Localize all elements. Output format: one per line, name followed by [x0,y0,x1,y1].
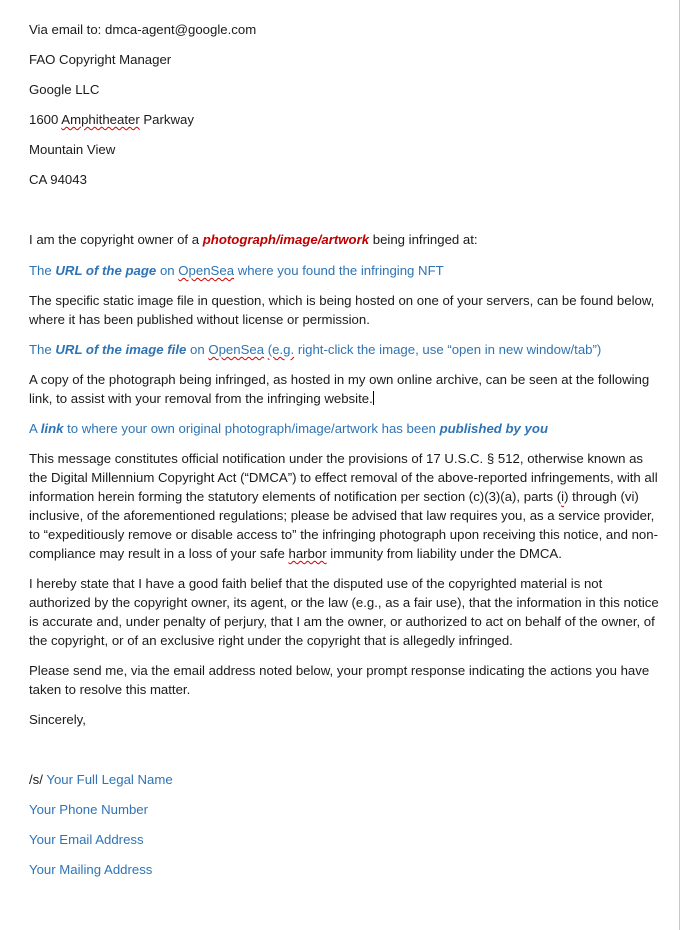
legal-part-2: ) through (vi) inclusive, of the aforementioned regulations; please be advised that law requires you, as a service provider, to “expeditiously remove or disable access to” the infringing photograph upon receiving this notice, and non-compliance may result in a loss of your safe [29,489,658,561]
good-faith-paragraph: I hereby state that I have a good faith belief that the disputed use of the copyrighted material is not authorized by the copyright owner, its agent, or the law (e.g., as a fair use), that the information in this notice is accurate and, under penalty of perjury, that I am the owner, or authorized to act on behalf of the owner, of the copyright, or of an exclusive right under the copyright that is allegedly infringed. [29,576,659,648]
page-url-on: on [159,263,175,278]
intro-paragraph [29,230,663,249]
page-url-emphasis: URL of the page [55,263,157,278]
original-link-emphasis: link [40,421,64,436]
page-url-placeholder [29,261,663,280]
legal-paragraph [29,449,663,563]
original-link-placeholder [29,419,663,438]
image-url-on: on [190,342,205,357]
page-url-rest: where you found the infringing NFT [237,263,444,278]
image-url-placeholder [29,340,663,359]
original-link-emphasis-2: published by you [439,421,548,436]
legal-part-1: This message constitutes official notification under the provisions of 17 U.S.C. § 512, otherwise known as the Digital Millennium Copyright Act (“DMCA”) to effect removal of the above-reported infringements, with all information herein forming the statutory elements of notification per section (c)(3)(a), parts ( [29,451,658,504]
street-suffix: Parkway [143,112,194,127]
attention-line: FAO Copyright Manager [29,52,172,67]
request-paragraph: Please send me, via the email address noted below, your prompt response indicating the actions you have taken to resolve this matter. [29,663,650,697]
harbor-flagged[interactable]: harbor [288,546,327,561]
page-url-the: The [29,263,52,278]
image-url-the: The [29,342,52,357]
opensea-misspelled-1[interactable]: OpenSea [178,263,235,278]
original-link-middle: to where your own original photograph/image/artwork has been [67,421,436,436]
phone-placeholder: Your Phone Number [29,802,149,817]
image-url-emphasis: URL of the image file [55,342,187,357]
intro-before: I am the copyright owner of a [29,232,200,247]
legal-part-3: immunity from liability under the DMCA. [330,546,562,561]
signature-name-placeholder: Your Full Legal Name [46,772,173,787]
archive-paragraph [29,370,663,408]
letter-document[interactable] [29,20,663,879]
roman-i-flagged[interactable]: i [561,489,565,504]
eg-flagged[interactable]: (e.g. [267,342,295,357]
signature-prefix: /s/ [29,772,43,787]
intro-after: being infringed at: [372,232,478,247]
email-placeholder: Your Email Address [29,832,144,847]
image-file-paragraph: The specific static image file in question, which is being hosted on one of your servers, can be found below, where it has been published without license or permission. [29,293,655,327]
city-line: Mountain View [29,142,116,157]
state-zip-line: CA 94043 [29,172,87,187]
opensea-misspelled-2[interactable]: OpenSea [208,342,265,357]
closing: Sincerely, [29,712,86,727]
address-placeholder: Your Mailing Address [29,862,153,877]
street-line [29,110,663,129]
email-line: Via email to: dmca-agent@google.com [29,22,257,37]
street-number: 1600 [29,112,59,127]
street-name-misspelled[interactable]: Amphitheater [61,112,140,127]
company-line: Google LLC [29,82,100,97]
original-link-a: A [29,421,38,436]
signature-line [29,770,663,789]
work-type-emphasis: photograph/image/artwork [202,232,370,247]
image-url-rest: right-click the image, use “open in new window/tab”) [297,342,602,357]
text-cursor [373,391,374,405]
archive-text: A copy of the photograph being infringed, as hosted in my own online archive, can be seen at the following link, to assist with your removal from the infringing website. [29,372,650,406]
